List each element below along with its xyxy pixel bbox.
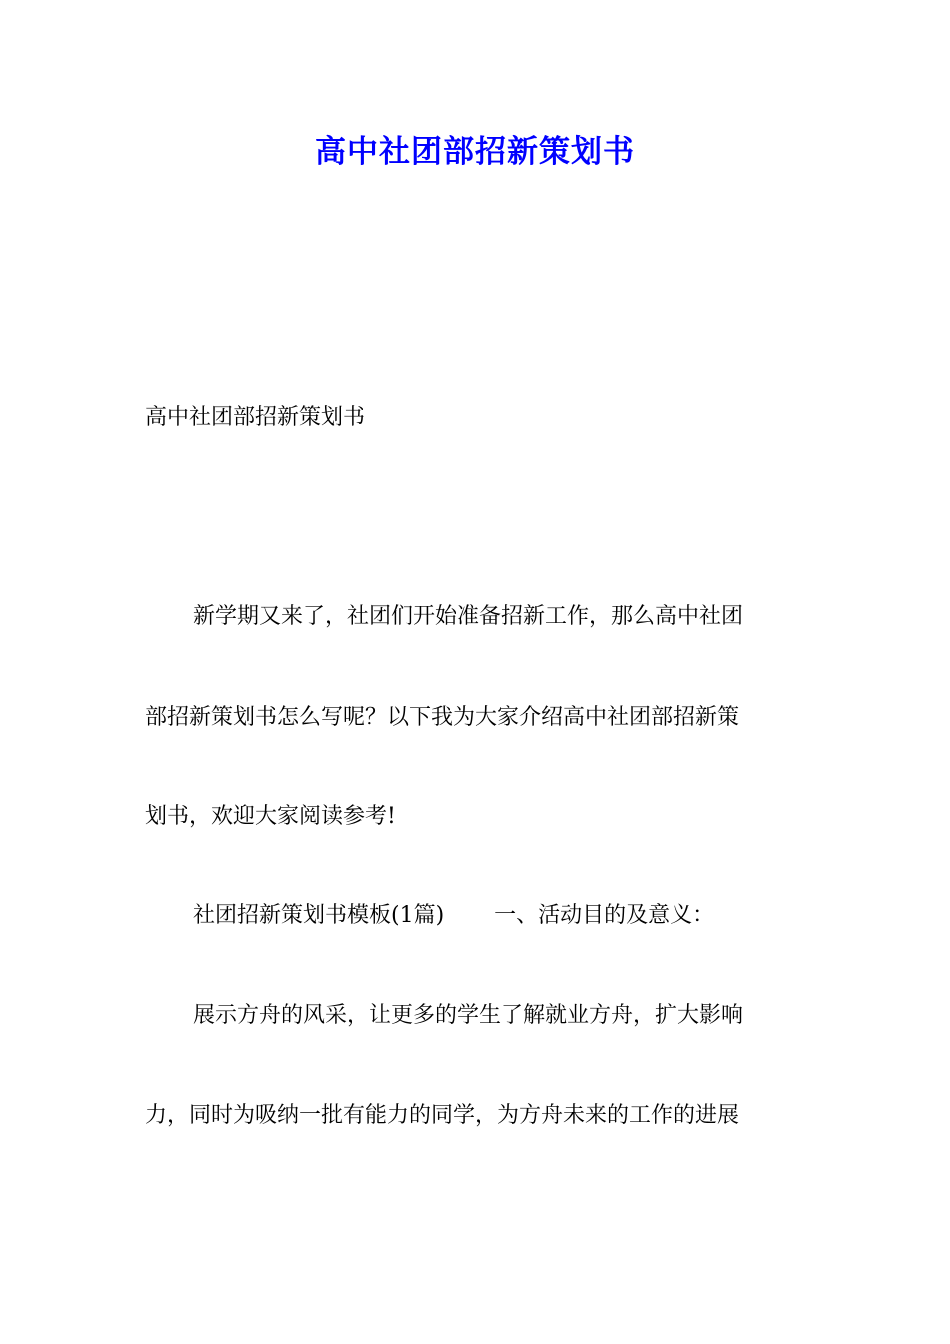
document-subtitle: 高中社团部招新策划书 — [145, 405, 366, 430]
section-line — [193, 898, 714, 934]
paragraph-2-line-1: 展示方舟的风采，让更多的学生了解就业方舟，扩大影响 — [193, 1003, 744, 1028]
paragraph-1-line-1: 新学期又来了，社团们开始准备招新工作，那么高中社团 — [193, 604, 744, 629]
document-title: 高中社团部招新策划书 — [315, 134, 635, 170]
paragraph-2-line-2: 力，同时为吸纳一批有能力的同学，为方舟未来的工作的进展 — [145, 1103, 740, 1128]
paragraph-1-line-2: 部招新策划书怎么写呢？以下我为大家介绍高中社团部招新策 — [145, 705, 740, 730]
paragraph-1-line-3: 划书，欢迎大家阅读参考! — [145, 804, 396, 829]
section-heading: 一、活动目的及意义： — [494, 903, 715, 928]
template-label: 社团招新策划书模板(1篇) — [193, 903, 445, 928]
